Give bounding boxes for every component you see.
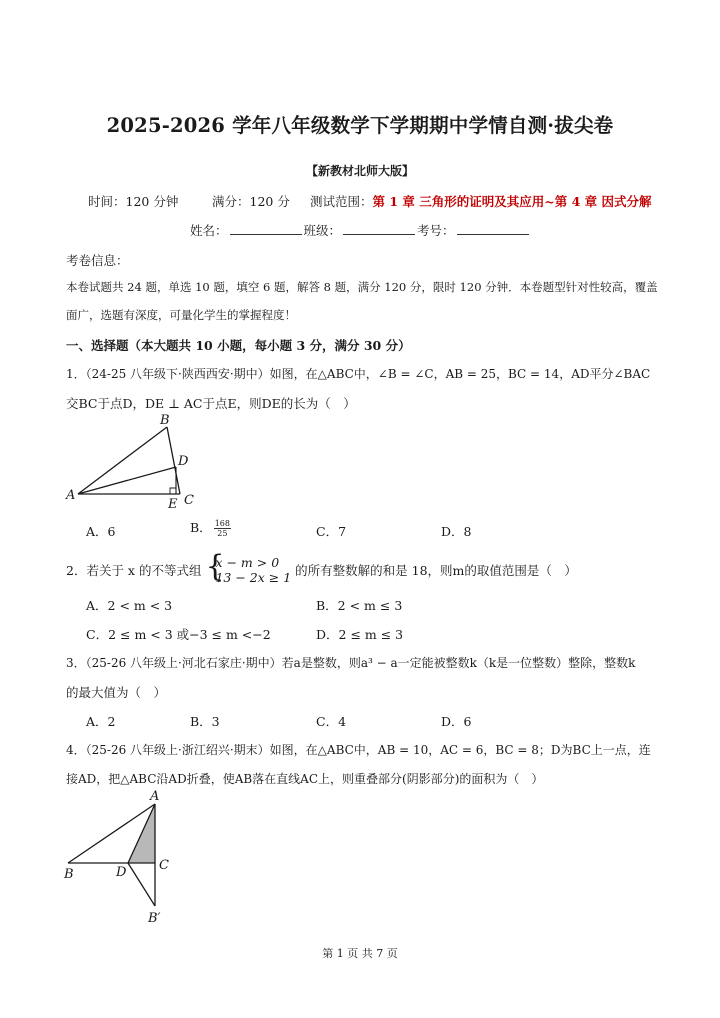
q2-option-c[interactable]: C．2 ≤ m < 3 或−3 ≤ m <−2 [86, 627, 271, 642]
section-heading: 一、选择题（本大题共 10 小题，每小题 3 分，满分 30 分） [66, 338, 411, 353]
q1-label-e: E [168, 497, 178, 512]
q1-option-c[interactable]: C．7 [316, 524, 347, 539]
q4-stem-line-2: 接AD，把△ABC沿AD折叠，使AB落在直线AC上，则重叠部分(阴影部分)的面积为（ ） [66, 772, 544, 786]
scope-line [310, 192, 652, 210]
q1-option-b-letter: B． [190, 520, 212, 535]
q1-option-b-fraction: $\frac{168}{25}$ [214, 519, 230, 538]
q2-option-b[interactable]: B．2 < m ≤ 3 [316, 598, 403, 613]
q3-stem-line-2: 的最大值为（ ） [66, 685, 167, 700]
q4-label-c: C [159, 858, 169, 873]
q2-inequality-system: { x − m > 0 13 − 2x ≥ 1 [205, 549, 292, 585]
q2-stem [66, 549, 577, 585]
q3-option-c[interactable]: C．4 [316, 714, 347, 729]
scope-value: 第 1 章 三角形的证明及其应用~第 4 章 因式分解 [372, 194, 652, 209]
exam-no-blank[interactable] [457, 222, 529, 235]
name-label: 姓名： [190, 223, 228, 238]
q1-line-ad [78, 467, 176, 494]
q3-stem-line-1: 3．（25-26 八年级上·河北石家庄·期中）若a是整数，则a³ − a一定能被整数k（k是一位整数）整除，整数k [66, 656, 636, 670]
q1-option-d[interactable]: D．8 [441, 524, 472, 539]
q1-label-c: C [184, 493, 194, 508]
q2-option-d[interactable]: D．2 ≤ m ≤ 3 [316, 627, 404, 642]
q2-prefix: 2．若关于 x 的不等式组 [66, 563, 202, 578]
q4-label-d: D [116, 865, 127, 880]
q2-option-a[interactable]: A．2 < m < 3 [86, 598, 173, 613]
name-blank[interactable] [230, 222, 302, 235]
info-heading: 考卷信息： [66, 253, 129, 268]
q1-option-b[interactable] [190, 518, 231, 538]
exam-no-label: 考号： [417, 223, 455, 238]
info-line-2: 面广，选题有深度，可量化学生的掌握程度！ [66, 308, 296, 322]
q2-inequality-1: x − m > 0 [215, 555, 280, 570]
q1-right-angle-mark [170, 488, 176, 494]
q2-suffix: 的所有整数解的和是 18，则m的取值范围是（ ） [295, 563, 577, 578]
scope-label: 测试范围： [310, 194, 373, 209]
class-blank[interactable] [343, 222, 415, 235]
q4-line-db-prime [128, 863, 155, 906]
q3-option-a[interactable]: A．2 [86, 714, 116, 729]
score-label: 满分：120 分 [212, 194, 290, 209]
q1-label-b: B [160, 413, 170, 428]
page-footer: 第 1 页 共 7 页 [322, 947, 398, 960]
edition-label: 【新教材北师大版】 [305, 164, 414, 178]
q1-label-d: D [178, 454, 189, 469]
q2-inequality-2: 13 − 2x ≥ 1 [215, 570, 292, 585]
q4-stem-line-1: 4．（25-26 八年级上·浙江绍兴·期末）如图，在△ABC中，AB = 10，AC = 6，BC = 8；D为BC上一点，连 [66, 743, 651, 757]
q1-option-a[interactable]: A．6 [86, 524, 116, 539]
q4-label-a: A [150, 789, 160, 804]
student-info-line [190, 221, 531, 239]
q1-figure [60, 412, 210, 512]
q4-figure [58, 788, 188, 928]
q3-option-d[interactable]: D．6 [441, 714, 472, 729]
q1-line-ab [78, 427, 167, 494]
time-label: 时间：120 分钟 [88, 194, 179, 209]
q1-stem-line-2: 交BC于点D，DE ⊥ AC于点E，则DE的长为（ ） [66, 396, 356, 411]
q1-stem-line-1: 1．（24-25 八年级下·陕西西安·期中）如图，在△ABC中，∠B = ∠C，AB = 25，BC = 14，AD平分∠BAC [66, 367, 651, 381]
class-label: 班级： [303, 223, 342, 238]
q4-label-b: B [64, 867, 74, 882]
info-line-1: 本卷试题共 24 题，单选 10 题，填空 6 题，解答 8 题，满分 120 分，限时 120 分钟．本卷题型针对性较高，覆盖 [66, 280, 658, 294]
q1-label-a: A [66, 488, 76, 503]
q3-option-b[interactable]: B．3 [190, 714, 220, 729]
page-title: 2025-2026 学年八年级数学下学期期中学情自测·拔尖卷 [106, 114, 614, 137]
q4-label-b-prime: B′ [148, 911, 161, 926]
